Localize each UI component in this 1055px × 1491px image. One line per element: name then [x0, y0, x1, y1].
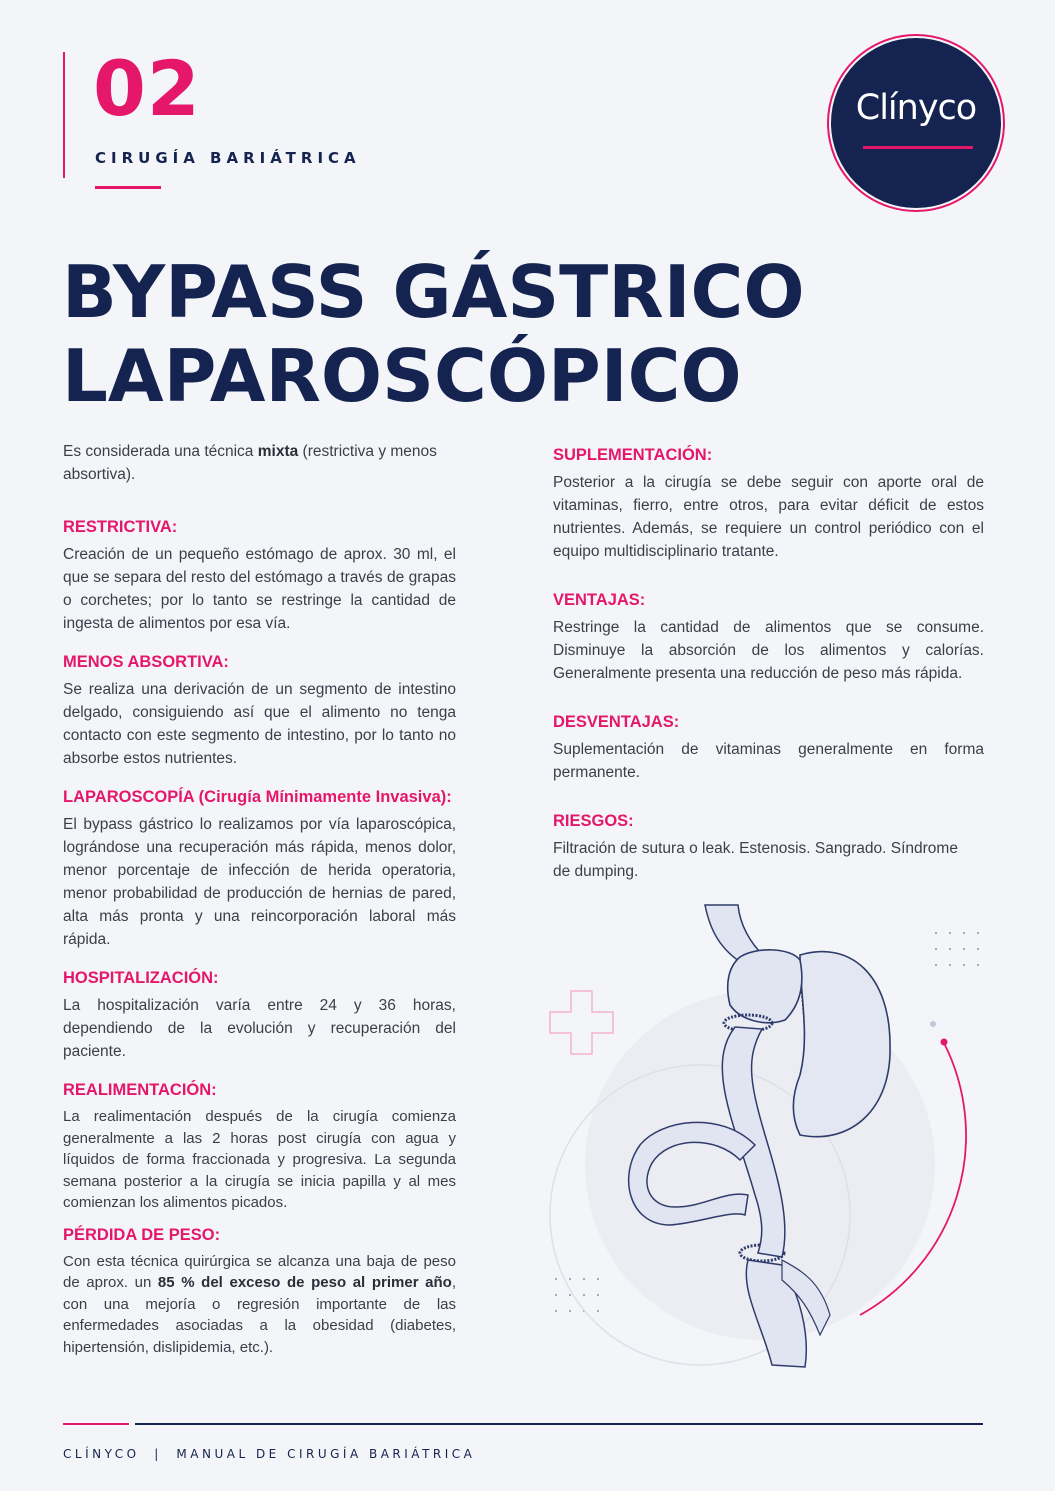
section-heading: VENTAJAS: — [553, 591, 646, 609]
section-restrictiva — [63, 516, 456, 635]
footer-rule — [135, 1423, 983, 1425]
footer-accent-line — [63, 1423, 129, 1425]
intro-bold: mixta — [257, 443, 299, 460]
chapter-title: CIRUGÍA BARIÁTRICA — [95, 149, 361, 167]
section-body: Se realiza una derivación de un segmento de intestino delgado, consiguiendo así que el alimento no tenga contacto con este segmento de intestino, por lo tanto no absorbe estos nutrientes. — [63, 681, 456, 767]
section-body: Posterior a la cirugía se debe seguir con aporte oral de vitaminas, fierro, entre otros, para evitar déficit de estos nutrientes. Además, se requiere un control periódico con el equipo multidisciplinario tratante. — [553, 474, 984, 560]
chapter-number: 02 — [93, 44, 201, 133]
page-title — [62, 250, 805, 418]
footer-separator: | — [154, 1447, 162, 1461]
logo-underline — [863, 146, 973, 149]
section-body: El bypass gástrico lo realizamos por vía laparoscópica, lográndose una recuperación más rápida, menos dolor, menor porcentaje de infección de herida operatoria, menor probabilidad de producción de hernias de pared, alta más pronta y una reincorporación laboral más rápida. — [63, 816, 456, 948]
chapter-underline — [95, 186, 161, 189]
logo-text: Clínyco — [855, 88, 977, 128]
section-heading: PÉRDIDA DE PESO: — [63, 1225, 221, 1244]
footer-brand: CLÍNYCO — [63, 1447, 140, 1461]
weight-loss-bold: 85 % del exceso de peso al primer año — [157, 1274, 452, 1291]
section-body: La hospitalización varía entre 24 y 36 horas, dependiendo de la evolución y recuperación del paciente. — [63, 997, 456, 1060]
section-perdida-de-peso — [63, 1224, 456, 1359]
section-realimentacion — [63, 1079, 456, 1214]
footer-text — [63, 1447, 475, 1461]
section-hospitalizacion — [63, 967, 456, 1063]
weight-loss-text-end: , con una mejoría o regresión importante de las enfermedades asociadas a la obesidad (diabetes, hipertensión, dislipidemia, etc.). — [63, 1274, 456, 1356]
title-line-2: LAPAROSCÓPICO — [62, 334, 742, 418]
section-heading: SUPLEMENTACIÓN: — [553, 446, 713, 464]
section-heading: RESTRICTIVA: — [63, 518, 178, 536]
intro-paragraph — [63, 440, 456, 486]
weight-loss-text-start: Con esta técnica quirúrgica se alcanza una baja de peso de aprox. un — [63, 1252, 456, 1291]
header-accent-line — [63, 52, 65, 178]
section-body: Filtración de sutura o leak. Estenosis. Sangrado. Síndrome de dumping. — [553, 840, 958, 880]
section-riesgos — [553, 810, 963, 883]
section-body: Creación de un pequeño estómago de aprox. 30 ml, el que se separa del resto del estómago a través de grapas o corchetes; por lo tanto se restringe la cantidad de ingesta de alimentos por esa vía. — [63, 546, 456, 632]
left-column — [63, 440, 456, 1374]
gastric-bypass-illustration — [500, 895, 990, 1395]
section-heading: LAPAROSCOPÍA (Cirugía Mínimamente Invasiva): — [63, 788, 452, 806]
title-line-1: BYPASS GÁSTRICO — [62, 250, 805, 334]
section-heading: RIESGOS: — [553, 812, 634, 830]
section-heading: MENOS ABSORTIVA: — [63, 653, 229, 671]
footer-manual-title: MANUAL DE CIRUGÍA BARIÁTRICA — [176, 1447, 476, 1461]
section-suplementacion — [553, 444, 984, 563]
section-desventajas — [553, 711, 984, 784]
section-body: La realimentación después de la cirugía comienza generalmente a las 2 horas post cirugía con agua y líquidos de forma fraccionada y progresiva. La segunda semana posterior a la cirugía se inicia papilla y al mes comienzan los alimentos picados. — [63, 1108, 456, 1211]
section-heading: DESVENTAJAS: — [553, 713, 680, 731]
section-menos-absortiva — [63, 651, 456, 770]
section-body — [63, 1251, 456, 1359]
section-ventajas — [553, 589, 984, 685]
section-body: Restringe la cantidad de alimentos que se consume. Disminuye la absorción de los alimentos y calorías. Generalmente presenta una reducción de peso más rápida. — [553, 619, 984, 682]
right-column — [553, 444, 984, 899]
medical-cross-icon — [550, 991, 613, 1054]
section-body: Suplementación de vitaminas generalmente en forma permanente. — [553, 741, 984, 781]
section-heading: HOSPITALIZACIÓN: — [63, 969, 219, 987]
section-laparoscopia — [63, 786, 456, 951]
intro-text-start: Es considerada una técnica — [63, 443, 258, 460]
section-heading: REALIMENTACIÓN: — [63, 1081, 217, 1099]
intro-text-end: (restrictiva y menos absortiva). — [63, 443, 437, 483]
